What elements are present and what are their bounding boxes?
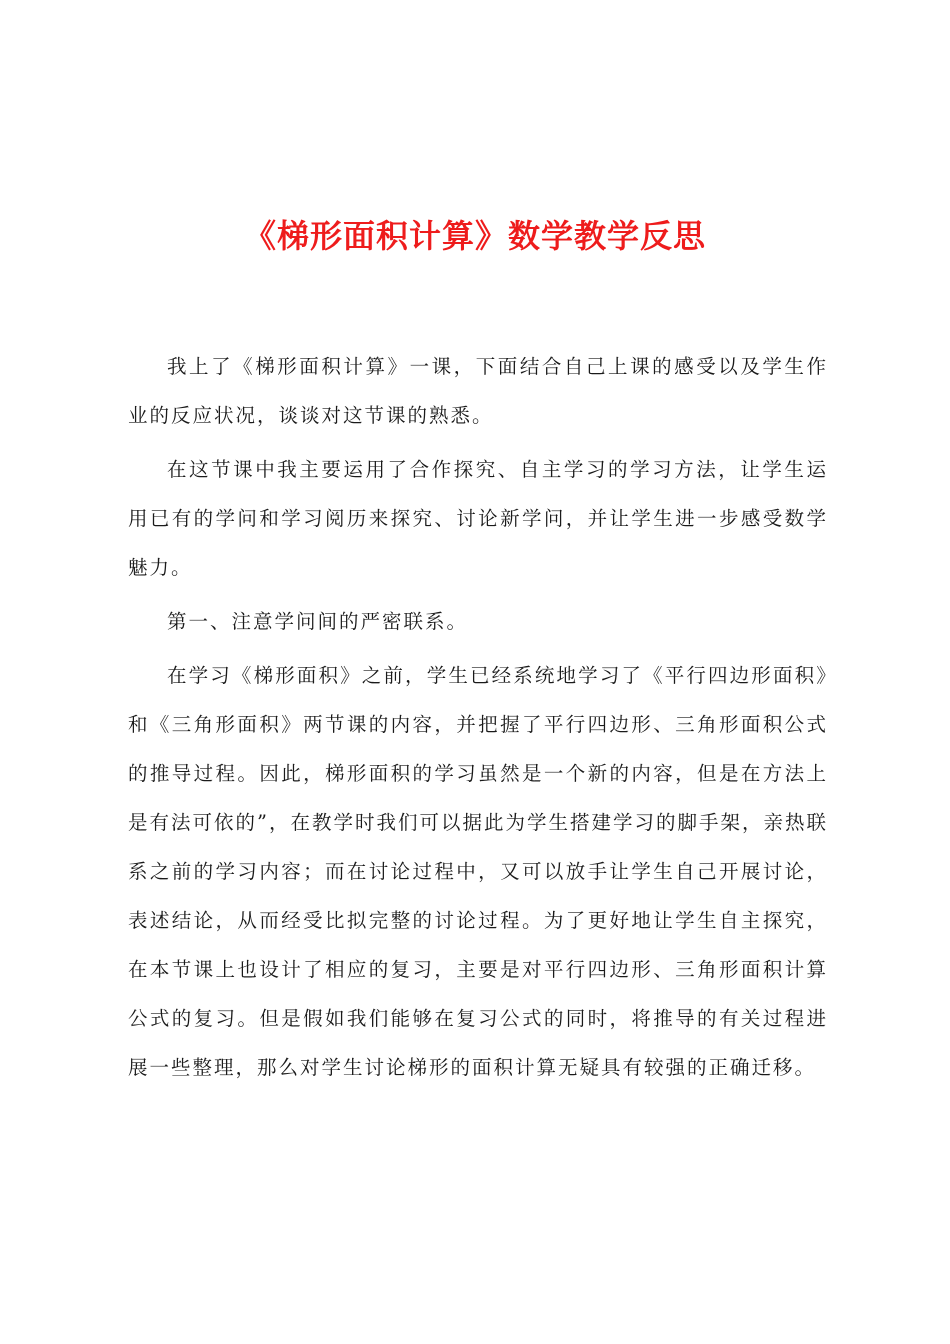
paragraph-intro: 我上了《梯形面积计算》一课，下面结合自己上课的感受以及学生作业的反应状况，谈谈对这节课的熟悉。 xyxy=(128,355,828,427)
paragraph-method: 在这节课中我主要运用了合作探究、自主学习的学习方法，让学生运用已有的学问和学习阅历来探究、讨论新学问，并让学生进一步感受数学魅力。 xyxy=(128,458,828,579)
paragraph-detail: 在学习《梯形面积》之前，学生已经系统地学习了《平行四边形面积》和《三角形面积》两节课的内容，并把握了平行四边形、三角形面积公式的推导过程。因此，梯形面积的学习虽然是一个新的内容，但是在方法上是有法可依的”，在教学时我们可以据此为学生搭建学习的脚手架，亲热联系之前的学习内容；而在讨论过程中，又可以放手让学生自己开展讨论，表述结论，从而经受比拟完整的讨论过程。为了更好地让学生自主探究，在本节课上也设计了相应的复习，主要是对平行四边形、三角形面积计算公式的复习。但是假如我们能够在复习公式的同时，将推导的有关过程进展一些整理，那么对学生讨论梯形的面积计算无疑具有较强的正确迁移。 xyxy=(128,664,828,1079)
paragraph-heading-first: 第一、注意学问间的严密联系。 xyxy=(167,610,469,633)
document-body xyxy=(128,342,828,1092)
document-title: 《梯形面积计算》数学教学反思 xyxy=(243,217,706,255)
